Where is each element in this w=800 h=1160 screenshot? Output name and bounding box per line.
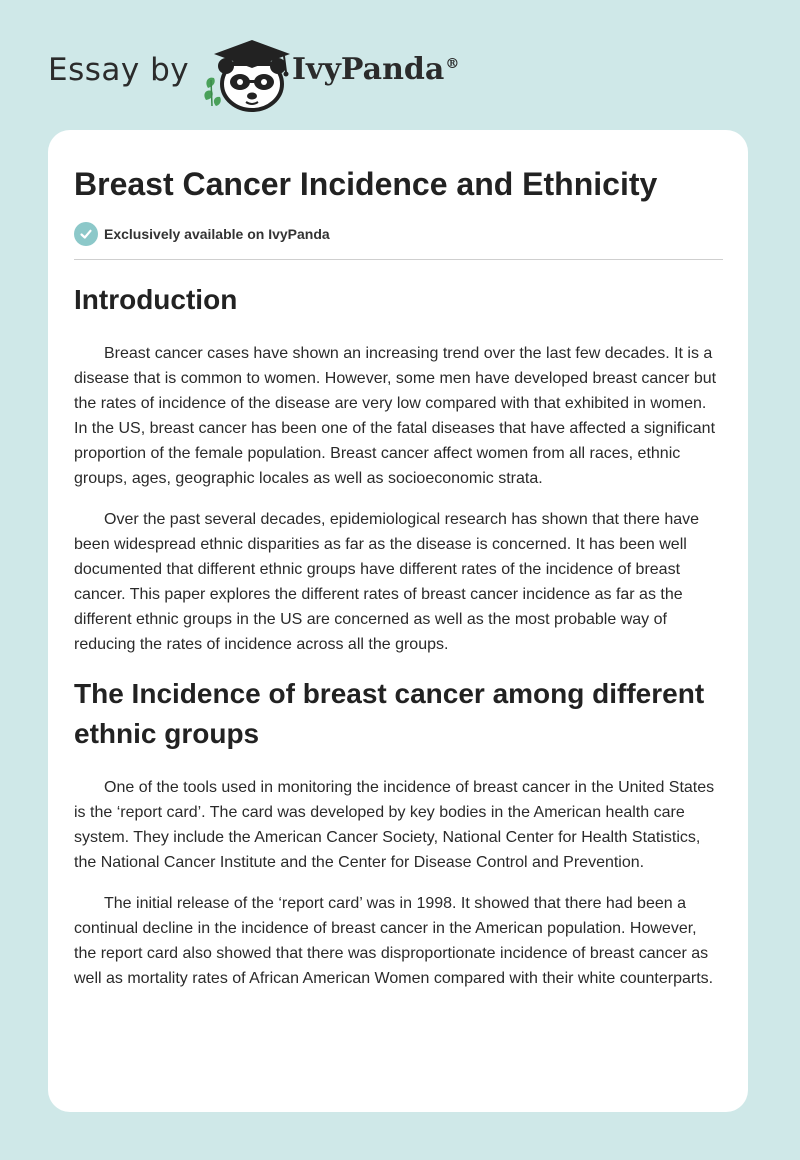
site-header [48, 30, 548, 110]
article-card [48, 130, 748, 1112]
registered-mark: ® [445, 56, 460, 72]
paragraph: Over the past several decades, epidemiological research has shown that there have been widespread ethnic disparities as far as the disease is concerned. It has been well documented that different ethnic groups have different rates of the incidence of breast cancer. This paper explores the different rates of breast cancer incidence as far as the different ethnic groups in the US are concerned as well as the most probable way of reducing the rates of incidence across all the groups. [74, 511, 700, 653]
paragraph: One of the tools used in monitoring the incidence of breast cancer in the United States is the ‘report card’. The card was developed by key bodies in the American health care system. They include the American Cancer Society, National Center for Health Statistics, the National Cancer Institute and the Center for Disease Control and Prevention. [74, 779, 715, 871]
checkmark-icon [74, 222, 98, 246]
essay-by-label: Essay by [48, 52, 190, 88]
exclusive-badge [74, 220, 722, 248]
panda-logo-icon[interactable] [202, 36, 292, 112]
brand-label: IvyPanda [292, 52, 445, 87]
title-divider [74, 259, 723, 260]
paragraph: The initial release of the ‘report card’ was in 1998. It showed that there had been a continual decline in the incidence of breast cancer in the American population. However, the report card also showed that there was disproportionate incidence of breast cancer as well as mortality rates of African American Women compared with their white counterparts. [74, 895, 714, 987]
brand-name[interactable] [292, 52, 459, 87]
page-title: Breast Cancer Incidence and Ethnicity [74, 166, 658, 202]
section-heading-introduction: Introduction [74, 284, 238, 315]
exclusive-badge-label: Exclusively available on IvyPanda [104, 226, 330, 242]
section-heading-incidence: The Incidence of breast cancer among different ethnic groups [74, 678, 705, 749]
paragraph: Breast cancer cases have shown an increasing trend over the last few decades. It is a disease that is common to women. However, some men have developed breast cancer but the rates of incidence of the disease are very low compared with that exhibited in women. In the US, breast cancer has been one of the fatal diseases that have affected a significant proportion of the female population. Breast cancer affect women from all races, ethnic groups, ages, geographic locales as well as socioeconomic strata. [74, 345, 717, 487]
